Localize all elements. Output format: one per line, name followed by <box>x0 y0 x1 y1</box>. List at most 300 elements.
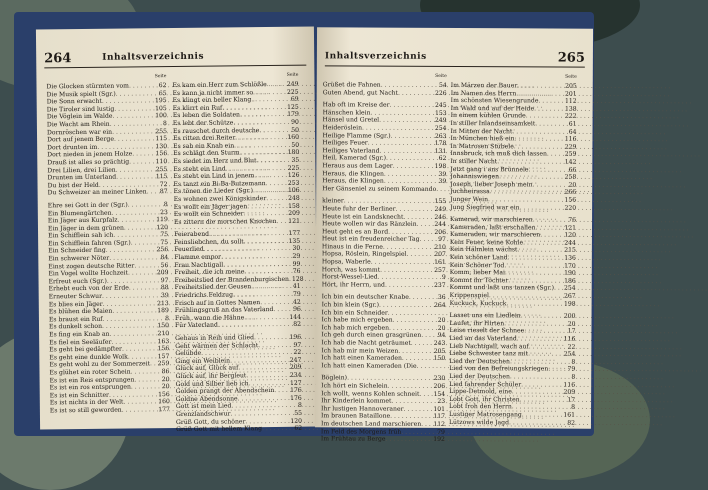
entry-page-number: 229 <box>564 143 577 151</box>
entry-page-number: 65 <box>158 90 167 98</box>
entry-title: Ein Blumengärtchen <box>48 209 112 217</box>
entry-title: Ging ein Weiblein <box>175 357 230 365</box>
entry-title: Es tönen die Lieder (Sgr.) <box>174 188 253 196</box>
entry-title: Lobt Gott, ihr Christen <box>449 396 520 404</box>
entry-title: Die Vöglein im Walde <box>47 113 113 121</box>
entry-page-number: 225 <box>286 88 299 96</box>
entry-page-number: 256 <box>156 247 169 255</box>
entry-page-number: 20 <box>437 317 446 325</box>
entry-title: Es schlägt den Sturm <box>173 150 240 158</box>
entry-page-number: 96 <box>292 306 301 314</box>
entry-page-number: 79 <box>292 291 301 299</box>
entry-title: Drunten im Unterland <box>47 174 116 182</box>
page-header <box>325 49 585 67</box>
entry-page-number: 101 <box>432 406 445 414</box>
entry-title: Es ritten drei Reiter <box>173 135 235 143</box>
entry-page-number: 39 <box>160 292 169 300</box>
entry-title: Es rauschet durch deutsche <box>173 127 259 135</box>
entry-page-number: 94 <box>437 332 446 340</box>
entry-page-number: 87 <box>159 188 168 196</box>
entry-page-number: 156 <box>155 150 168 158</box>
seite-label: Seite <box>287 73 299 78</box>
index-column <box>172 81 302 434</box>
entry-page-number: 136 <box>563 255 576 263</box>
leader-dots <box>401 428 436 436</box>
entry-title: Ich hatt einen Kameraden <box>321 354 402 362</box>
index-column <box>321 81 447 443</box>
entry-title: Es wohnen zwei Königskinder <box>174 195 267 204</box>
entry-page-number: 97 <box>292 341 301 349</box>
entry-page-number: 258 <box>564 174 577 182</box>
entry-title: Guten Abend, gut Nacht <box>323 89 398 97</box>
entry-page-number: 42 <box>292 298 301 306</box>
entry-page-number: 22 <box>293 349 302 357</box>
entry-page-number: 198 <box>434 163 447 171</box>
entry-page-number: 84 <box>160 254 169 262</box>
entry-title: Lieb Nachtigall, wach auf <box>449 343 528 351</box>
entry-page-number: 8 <box>163 201 168 209</box>
entry-title: Dort nieden in jenem Holze <box>47 151 132 159</box>
entry-title: Heut geht es an Bord <box>322 228 388 236</box>
entry-page-number: 138 <box>564 105 577 113</box>
entry-page-number: 79 <box>436 428 445 436</box>
entry-page-number: 56 <box>160 262 169 270</box>
entry-title: Drauß ist alles so prächtig <box>47 158 129 166</box>
entry-page-number: 230 <box>433 375 446 383</box>
entry-title: Es ist nichts in der Welt <box>50 399 124 407</box>
index-entry <box>450 203 576 211</box>
entry-title: Heiliges Feuer <box>322 139 367 147</box>
entry-title: Kameraden, wir marschieren <box>450 231 540 239</box>
entry-page-number: 119 <box>155 216 168 224</box>
index-entry <box>48 188 168 197</box>
entry-page-number: 112 <box>432 421 445 429</box>
entry-title: Hinaus in die Ferne <box>322 243 383 251</box>
entry-title: Lied der Deutschen <box>449 373 510 381</box>
entry-page-number: 23 <box>159 209 168 217</box>
entry-title: Es geht bei gedämpfter <box>49 346 122 354</box>
index-entry <box>449 419 575 427</box>
entry-title: Es sah ein Knab ein <box>173 142 234 150</box>
entry-page-number: 249 <box>433 206 446 214</box>
entry-page-number: 205 <box>564 83 577 91</box>
entry-title: Drei Lilien, drei Lilien <box>47 166 115 174</box>
seite-label: Seite <box>565 75 577 80</box>
entry-title: Liebe Schwester tanz mit <box>449 350 528 358</box>
entry-page-number: 263 <box>434 132 447 140</box>
entry-page-number: 153 <box>434 110 447 118</box>
entry-title: Goldne Abendsonne <box>176 395 238 403</box>
entry-page-number: 247 <box>289 356 302 364</box>
entry-page-number: 246 <box>433 213 446 221</box>
entry-page-number: 29 <box>292 253 301 261</box>
entry-title: Dort auf jenem Berge <box>47 136 114 144</box>
entry-page-number: 117 <box>432 413 445 421</box>
entry-title: Kein Hälmlein wächst <box>450 246 518 254</box>
entry-title: Geht wärmen der Schlacht <box>175 342 258 350</box>
entry-page-number: 8 <box>570 358 575 366</box>
entry-page-number: 66 <box>568 166 577 174</box>
entry-title: Lustiger Matrosengang <box>449 411 522 419</box>
entry-page-number: 82 <box>566 419 575 427</box>
entry-title: Lied an das Vaterland <box>449 335 516 343</box>
entry-title: Ich geh durch einen grasgrünen <box>321 332 421 340</box>
entry-title: Johanniswiegen <box>450 173 499 181</box>
entry-title: Hört, ihr Herrn, und <box>322 281 385 289</box>
entry-page-number: 178 <box>434 140 447 148</box>
entry-title: Heute ist ein Landsknecht <box>322 213 403 221</box>
index-column <box>46 82 169 415</box>
entry-page-number: 237 <box>433 282 446 290</box>
entry-title: Es zittern die morschen Knochen <box>174 218 277 227</box>
entry-title: Heilige Flamme (Sgr.) <box>322 132 390 140</box>
entry-title: Feierabend <box>174 231 209 239</box>
entry-page-number: 222 <box>564 113 577 121</box>
index-entry <box>321 435 445 443</box>
entry-title: Früh, wann die Hähne <box>175 314 244 322</box>
leader-dots <box>273 306 292 314</box>
page-header-title: Inhaltsverzeichnis <box>102 52 204 63</box>
entry-page-number: 243 <box>433 340 446 348</box>
leader-dots <box>548 366 566 374</box>
seite-label: Seite <box>435 74 447 79</box>
entry-title: Ich hört ein Sichelein <box>321 382 388 390</box>
entry-page-number: 157 <box>157 353 170 361</box>
entry-title: Ein schwerer Nöter <box>48 255 109 263</box>
index-entry <box>322 281 446 289</box>
entry-page-number: 86 <box>161 368 170 376</box>
entry-page-number: 97 <box>437 236 446 244</box>
entry-title: Ich hatt einen Kameraden (Die <box>321 362 416 370</box>
entry-title: Juchheirassa <box>450 188 490 196</box>
entry-page-number: 50 <box>290 141 299 149</box>
entry-title: Dort drunten im <box>47 144 97 152</box>
entry-title: Ein Vogel wollte Hochzeit <box>48 270 128 278</box>
book <box>14 12 594 436</box>
entry-title: Heideröslein <box>323 124 363 132</box>
entry-page-number: 54 <box>438 82 447 90</box>
entry-title: Erneuter Schwur <box>49 293 102 301</box>
entry-title: Es wollt ein Schneider <box>174 210 244 218</box>
entry-title: Gott ist mein Lied <box>176 403 232 411</box>
entry-title: Es klingt ein heller Klang <box>173 96 252 104</box>
entry-page-number: 62 <box>158 82 167 90</box>
entry-title: Ich hab mich ergeben <box>321 324 389 332</box>
leader-dots <box>402 355 433 363</box>
leader-dots <box>538 98 564 106</box>
entry-page-number: 215 <box>563 247 576 255</box>
leader-dots <box>534 105 564 113</box>
entry-page-number: 75 <box>159 231 168 239</box>
entry-title: Ich bin klein (Sgr.) <box>322 301 380 309</box>
seite-label: Seite <box>155 74 167 79</box>
entry-title: Böglein) <box>321 375 347 383</box>
leader-dots <box>218 321 292 329</box>
entry-title: Ein Schifflein sah ich <box>48 232 113 240</box>
entry-title: Du bist der Held <box>48 182 99 190</box>
entry-page-number: 249 <box>286 81 299 89</box>
entry-title: Im Frühtau zu Berge <box>321 435 386 443</box>
entry-page-number: 8 <box>162 120 167 128</box>
leader-dots <box>274 387 289 395</box>
entry-page-number: 128 <box>291 276 304 284</box>
entry-page-number: 176 <box>289 387 302 395</box>
entry-page-number: 255 <box>155 166 168 174</box>
page-header <box>44 49 306 69</box>
entry-page-number: 253 <box>287 179 300 187</box>
entry-page-number: 160 <box>286 134 299 142</box>
entry-page-number: 97 <box>160 277 169 285</box>
entry-page-number: 115 <box>154 135 167 143</box>
entry-title: Im Namen des Herrn <box>451 90 517 98</box>
entry-title: Heut ist ein freudenreicher Tag <box>322 236 420 244</box>
entry-title: Ein Jäger in dem grünen <box>48 224 124 232</box>
entry-page-number: 209 <box>287 210 300 218</box>
entry-page-number: 39 <box>437 170 446 178</box>
leader-dots <box>421 421 432 429</box>
entry-page-number: 17 <box>567 328 576 336</box>
entry-title: Feinsliebchen, du sollt <box>174 238 244 246</box>
entry-title: Freiheitslied der Brandenburgischen <box>175 276 289 285</box>
entry-title: Es ist ein Reis entsprungen <box>50 376 135 384</box>
entry-page-number: 30 <box>291 245 300 253</box>
entry-page-number: 110 <box>155 158 168 166</box>
entry-title: Es steht ein Lind <box>173 165 225 173</box>
leader-dots <box>421 332 436 340</box>
entry-title: Es leben die Soldaten <box>173 112 240 120</box>
entry-page-number: 155 <box>433 198 446 206</box>
entry-title: kleiner <box>322 198 344 206</box>
entry-page-number: 20 <box>161 376 170 384</box>
entry-title: Dornröschen war ein <box>47 128 112 136</box>
entry-page-number: 8 <box>297 402 302 410</box>
entry-page-number: 205 <box>433 347 446 355</box>
entry-title: Horst-Wessel-Lied <box>322 274 378 282</box>
entry-title: Jung Siegfried war ein <box>450 203 520 211</box>
entry-page-number: 267 <box>563 293 576 301</box>
entry-page-number: 61 <box>568 121 577 129</box>
entry-title: Lied von den Befreiungskriegen <box>449 365 548 373</box>
leader-dots <box>547 151 564 159</box>
entry-title: Erfreut euch (Sgr.) <box>49 278 107 286</box>
entry-title: Kein Schöner Tod <box>450 262 505 270</box>
entry-title: Hopsa, Röslein, Ringelspiel <box>322 251 407 259</box>
entry-page-number: 160 <box>157 398 170 406</box>
entry-title: Lippe-Detmold, eine <box>449 388 512 396</box>
entry-page-number: 186 <box>563 277 576 285</box>
entry-title: Heraus aus dem Lager <box>322 162 392 170</box>
leader-dots <box>520 204 564 212</box>
entry-title: Her Gänseniel zu seinem Kommando <box>322 185 436 193</box>
entry-title: Hänschen klein <box>323 109 371 117</box>
entry-title: Einst zogen deutsche Ritter <box>48 262 134 270</box>
entry-page-number: 8 <box>570 404 575 412</box>
entry-title: Ich bin ein deutscher Knabe <box>322 294 409 302</box>
entry-page-number: 130 <box>154 143 167 151</box>
entry-page-number: 209 <box>156 269 169 277</box>
entry-page-number: 112 <box>564 98 577 106</box>
leader-dots <box>411 340 433 348</box>
entry-title: Heraus, die Klingen <box>322 177 384 185</box>
entry-page-number: 200 <box>563 313 576 321</box>
entry-page-number: 249 <box>434 117 447 125</box>
entry-title: Es wollt ein Jäger jagen <box>174 203 248 211</box>
entry-title: Friedrichs Feldzug <box>175 291 233 299</box>
entry-title: In stiller Inlandseinsamkeit <box>451 120 536 128</box>
entry-title: Ein Schneider fing <box>48 247 106 255</box>
entry-title: Die Glocken stürmten vom <box>46 82 129 90</box>
entry-title: Joseph, lieber Joseph mein <box>450 181 532 189</box>
leader-dots <box>506 300 563 308</box>
entry-page-number: 254 <box>563 351 576 359</box>
entry-title: Horch, was kommt <box>322 266 380 274</box>
entry-title: Es blühen die Maien <box>49 308 113 316</box>
entry-page-number: 244 <box>563 239 576 247</box>
entry-page-number: 41 <box>292 283 301 291</box>
entry-page-number: 154 <box>432 390 445 398</box>
entry-page-number: 131 <box>434 148 447 156</box>
entry-page-number: 64 <box>568 128 577 136</box>
leader-dots <box>122 406 158 414</box>
entry-page-number: 234 <box>289 372 302 380</box>
entry-page-number: 259 <box>564 151 577 159</box>
entry-page-number: 9 <box>441 274 446 282</box>
leader-dots <box>532 181 567 189</box>
entry-title: Kamerad, wir marschieren <box>450 216 533 224</box>
entry-title: Innsbruck, ich muß dich lassen <box>450 150 547 158</box>
entry-page-number: 88 <box>160 285 169 293</box>
entry-title: Lobt froh den Herrn <box>449 403 512 411</box>
entry-title: Es siedet im Herz und Blut <box>173 157 256 165</box>
entry-title: Gold und Silber lieb ich <box>176 380 249 388</box>
entry-title: Hänsel und Gretel <box>323 117 380 125</box>
entry-page-number: 116 <box>564 136 577 144</box>
entry-title: Ihr lustigen Hannoveraner <box>321 405 403 413</box>
entry-page-number: 209 <box>289 364 302 372</box>
index-entry <box>174 217 300 226</box>
entry-title: Glück auf, ihr Bergleut <box>176 372 247 380</box>
entry-title: Frisch auf in Gottes Namen <box>175 299 261 307</box>
entry-page-number: 144 <box>288 314 301 322</box>
leader-dots <box>396 206 434 214</box>
leader-dots <box>554 285 563 293</box>
entry-page-number: 50 <box>290 126 299 134</box>
leader-dots <box>419 390 432 398</box>
leader-dots <box>540 232 563 240</box>
entry-page-number: 135 <box>287 238 300 246</box>
leader-dots <box>533 217 568 225</box>
entry-title: Krippenspiel <box>450 292 489 300</box>
entry-page-number: 142 <box>564 159 577 167</box>
entry-page-number: 20 <box>161 383 170 391</box>
entry-title: Heiliges Vaterland <box>322 147 379 155</box>
entry-title: Die Sonn erwacht <box>47 98 102 106</box>
entry-page-number: 76 <box>567 217 576 225</box>
entry-title: Hab oft im Kreise der <box>323 101 390 109</box>
entry-title: Ein Jäger aus Kurpfalz <box>48 217 118 225</box>
entry-page-number: 17 <box>566 396 575 404</box>
entry-title: In Mitten der Nacht <box>450 128 512 136</box>
entry-page-number: 255 <box>154 128 167 136</box>
entry-title: Es braust ein Ruf <box>49 316 103 324</box>
entry-page-number: 156 <box>157 391 170 399</box>
page-header-title: Inhaltsverzeichnis <box>325 51 427 62</box>
entry-page-number: 266 <box>564 189 577 197</box>
entry-title: Leise rieselt der Schnee <box>449 327 524 335</box>
entry-page-number: 213 <box>156 300 169 308</box>
entry-title: Lied der Deutschen <box>449 358 510 366</box>
entry-page-number: 72 <box>159 181 168 189</box>
entry-page-number: 39 <box>437 178 446 186</box>
entry-title: Freiheitslied der Geusen <box>175 284 252 292</box>
entry-title: Es dunkelt schon <box>49 323 102 331</box>
entry-title: Es geht wohl zu der Sommerzeit <box>49 361 150 370</box>
entry-page-number: 106 <box>287 187 300 195</box>
entry-page-number: 22 <box>567 343 576 351</box>
entry-page-number: 245 <box>434 102 447 110</box>
entry-title: Kommt und laßt uns tanzen (Sgr.) <box>450 284 554 292</box>
entry-page-number: 226 <box>434 89 447 97</box>
entry-page-number: 120 <box>289 417 302 425</box>
entry-title: Es glühet ein roter Schein <box>49 368 130 376</box>
entry-page-number: 120 <box>563 232 576 240</box>
entry-title: Lützows wilde Jagd <box>449 419 509 427</box>
index-entry <box>323 89 447 97</box>
entry-page-number: 158 <box>287 202 300 210</box>
entry-page-number: 105 <box>154 105 167 113</box>
page-number: 264 <box>44 51 71 66</box>
entry-page-number: 150 <box>156 322 169 330</box>
entry-title: Frühlingsgruß an das Vaterland <box>175 306 274 315</box>
entry-page-number: 75 <box>159 239 168 247</box>
entry-page-number: 127 <box>289 379 302 387</box>
entry-title: Die Musik spielt (Sgr.) <box>47 90 116 98</box>
entry-page-number: 36 <box>437 294 446 302</box>
entry-title: Kommt ihr Töchter <box>450 277 509 285</box>
entry-page-number: 190 <box>563 270 576 278</box>
entry-title: Ein Schifflein fahren (Sgr.) <box>48 239 131 247</box>
leader-dots <box>406 251 433 259</box>
entry-page-number: 248 <box>287 195 300 203</box>
entry-title: Frau Nachtigall <box>174 261 223 269</box>
entry-title: Die Tiroler sind lustig <box>47 105 115 113</box>
entry-page-number: 55 <box>293 410 302 418</box>
entry-title: Es kann ja nicht immer so <box>173 89 254 97</box>
entry-title: Glück auf, Glück auf <box>175 365 238 373</box>
entry-title: Es fiel ein Seeläufer <box>49 338 111 346</box>
entry-page-number: 170 <box>563 262 576 270</box>
entry-page-number: 156 <box>157 345 170 353</box>
entry-page-number: 23 <box>436 398 445 406</box>
entry-title: Grüßet die Fahnen <box>323 81 381 89</box>
entry-page-number: 69 <box>290 96 299 104</box>
entry-title: Es klirrt ein Ruf <box>173 104 223 112</box>
entry-page-number: 126 <box>287 172 300 180</box>
entry-title: Hopsa, Waberle <box>322 258 371 266</box>
entry-title: Im braunen Bataillone <box>321 413 390 421</box>
entry-page-number: 206 <box>433 229 446 237</box>
entry-page-number: 62 <box>293 425 302 433</box>
leader-dots <box>526 113 564 121</box>
entry-title: Lied fahrender Schüler <box>449 381 521 389</box>
entry-title: Im Märzen der Bauer <box>451 82 518 90</box>
leader-dots <box>262 425 293 433</box>
entry-page-number: 76 <box>292 268 301 276</box>
entry-page-number: 254 <box>563 285 576 293</box>
entry-title: Gelübde <box>175 350 201 358</box>
leader-dots <box>535 224 563 232</box>
leader-dots <box>528 351 563 359</box>
